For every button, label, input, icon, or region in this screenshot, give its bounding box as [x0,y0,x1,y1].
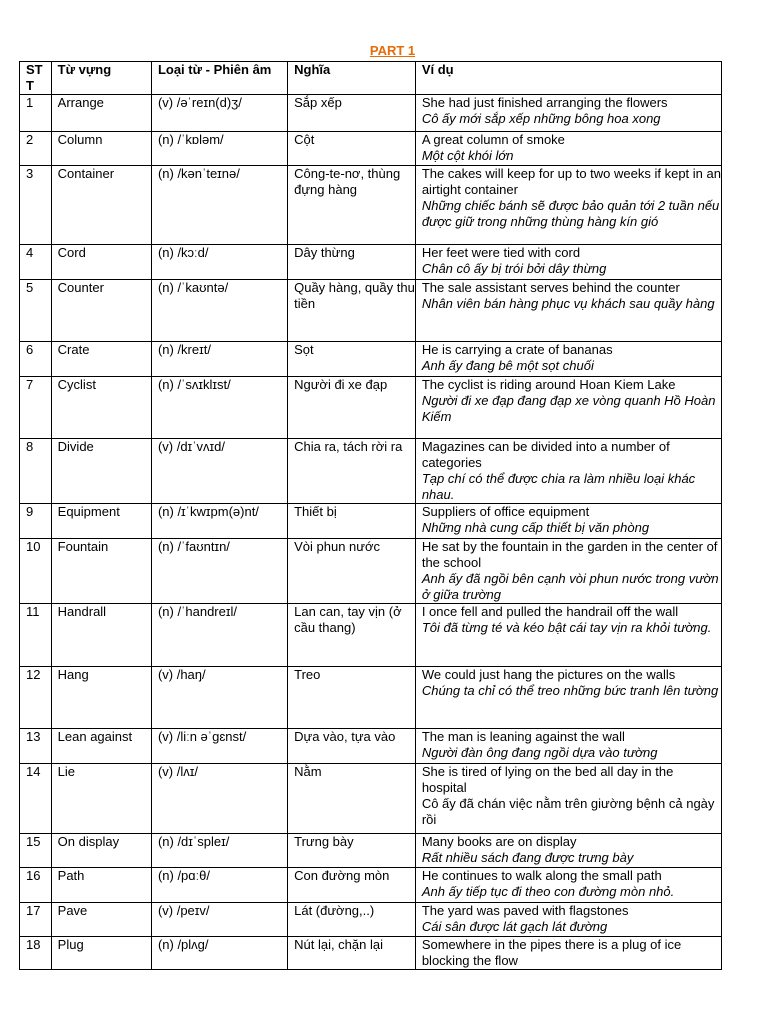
vocab-word: Counter [51,280,151,342]
vocab-word: Hang [51,667,151,729]
row-number: 2 [20,132,52,166]
word-meaning: Quầy hàng, quầy thu tiền [288,280,416,342]
table-row [20,166,722,245]
table-row [20,245,722,280]
table-row [20,280,722,342]
word-type-phonetic: (n) /ˈsʌɪklɪst/ [151,377,287,439]
table-row [20,667,722,729]
row-number: 1 [20,95,52,132]
word-type-phonetic: (n) /ˈhandreɪl/ [151,604,287,667]
word-type-phonetic: (n) /kreɪt/ [151,342,287,377]
example-english: The yard was paved with flagstones [421,903,629,918]
word-type-phonetic: (n) /ˈfaʊntɪn/ [151,539,287,604]
row-number: 15 [20,834,52,868]
word-type-phonetic: (v) /liːn əˈɡɛnst/ [151,729,287,764]
vocab-word: Equipment [51,504,151,539]
example-cell [415,132,721,166]
word-type-phonetic: (n) /pɑːθ/ [151,868,287,903]
word-type-phonetic: (n) /ɪˈkwɪpm(ə)nt/ [151,504,287,539]
word-meaning: Người đi xe đạp [288,377,416,439]
example-cell [415,342,721,377]
example-english: Somewhere in the pipes there is a plug of ice blocking the flow [421,937,682,968]
header-stt: ST T [20,62,52,95]
example-vietnamese: Tôi đã từng té và kéo bật cái tay vịn ra khỏi tường. [421,620,712,635]
word-type-phonetic: (v) /lʌɪ/ [151,764,287,834]
word-meaning: Lan can, tay vịn (ở cầu thang) [288,604,416,667]
word-meaning: Dựa vào, tựa vào [288,729,416,764]
word-type-phonetic: (n) /dɪˈspleɪ/ [151,834,287,868]
example-cell [415,280,721,342]
example-cell [415,903,721,937]
header-example: Ví dụ [415,62,721,95]
example-cell [415,245,721,280]
word-type-phonetic: (n) /kənˈteɪnə/ [151,166,287,245]
example-vietnamese: Anh ấy đã ngồi bên cạnh vòi phun nước trong vườn ở giữa trường [421,571,719,602]
example-vietnamese: Những nhà cung cấp thiết bị văn phòng [421,520,650,535]
example-english: The cyclist is riding around Hoan Kiem Lake [421,377,676,392]
word-meaning: Lát (đường,..) [288,903,416,937]
word-type-phonetic: (n) /plʌɡ/ [151,937,287,970]
row-number: 16 [20,868,52,903]
table-row [20,764,722,834]
word-meaning: Chia ra, tách rời ra [288,439,416,504]
vocab-word: Crate [51,342,151,377]
table-body [20,95,722,970]
vocab-word: Arrange [51,95,151,132]
header-word: Từ vựng [51,62,151,95]
word-meaning: Trưng bày [288,834,416,868]
row-number: 8 [20,439,52,504]
vocab-word: Handrall [51,604,151,667]
example-english: She is tired of lying on the bed all day in the hospital [421,764,674,795]
example-cell [415,377,721,439]
word-type-phonetic: (v) /haŋ/ [151,667,287,729]
word-meaning: Nút lại, chặn lại [288,937,416,970]
table-row [20,903,722,937]
row-number: 3 [20,166,52,245]
word-meaning: Dây thừng [288,245,416,280]
example-english: Magazines can be divided into a number of categories [421,439,670,470]
table-row [20,604,722,667]
example-vietnamese: Rất nhiều sách đang được trưng bày [421,850,634,865]
row-number: 13 [20,729,52,764]
example-cell [415,166,721,245]
word-meaning: Sọt [288,342,416,377]
example-english: He continues to walk along the small path [421,868,662,883]
vocab-word: Lean against [51,729,151,764]
example-vietnamese: Nhân viên bán hàng phục vụ khách sau quầy hàng [421,296,715,311]
vocab-word: Fountain [51,539,151,604]
example-vietnamese: Một cột khói lớn [421,148,514,163]
example-vietnamese: Người đàn ông đang ngồi dựa vào tường [421,745,658,760]
vocab-word: Path [51,868,151,903]
vocab-word: Lie [51,764,151,834]
table-row [20,342,722,377]
row-number: 18 [20,937,52,970]
row-number: 11 [20,604,52,667]
table-header-row [20,62,722,95]
row-number: 6 [20,342,52,377]
vocab-word: Plug [51,937,151,970]
example-cell [415,539,721,604]
row-number: 5 [20,280,52,342]
example-vietnamese: Chúng ta chỉ có thể treo những bức tranh lên tường [421,683,719,698]
example-english: The cakes will keep for up to two weeks if kept in an airtight container [421,166,721,197]
header-meaning: Nghĩa [288,62,416,95]
example-vietnamese: Chân cô ấy bị trói bởi dây thừng [421,261,607,276]
example-cell [415,504,721,539]
example-cell [415,95,721,132]
row-number: 14 [20,764,52,834]
word-meaning: Treo [288,667,416,729]
row-number: 17 [20,903,52,937]
example-cell [415,868,721,903]
example-vietnamese: Anh ấy đang bê một sọt chuối [421,358,594,373]
word-type-phonetic: (n) /kɔːd/ [151,245,287,280]
word-meaning: Cột [288,132,416,166]
row-number: 4 [20,245,52,280]
table-row [20,132,722,166]
example-english: Many books are on display [421,834,577,849]
word-type-phonetic: (v) /dɪˈvʌɪd/ [151,439,287,504]
example-english: We could just hang the pictures on the walls [421,667,676,682]
word-type-phonetic: (n) /ˈkaʊntə/ [151,280,287,342]
word-meaning: Công-te-nơ, thùng đựng hàng [288,166,416,245]
example-english: She had just finished arranging the flowers [421,95,668,110]
table-row [20,439,722,504]
word-meaning: Vòi phun nước [288,539,416,604]
example-vietnamese: Cô ấy mới sắp xếp những bông hoa xong [421,111,661,126]
vocab-word: Container [51,166,151,245]
table-row [20,868,722,903]
example-english: A great column of smoke [421,132,565,147]
vocab-word: On display [51,834,151,868]
word-meaning: Thiết bị [288,504,416,539]
example-cell [415,667,721,729]
example-cell [415,604,721,667]
row-number: 7 [20,377,52,439]
table-row [20,539,722,604]
example-english: I once fell and pulled the handrail off the wall [421,604,679,619]
example-vietnamese: Cô ấy đã chán việc nằm trên giường bệnh cả ngày rồi [421,796,715,827]
vocab-word: Pave [51,903,151,937]
example-english: Suppliers of office equipment [421,504,590,519]
row-number: 12 [20,667,52,729]
example-vietnamese: Anh ấy tiếp tục đi theo con đường mòn nhỏ. [421,884,675,899]
example-english: The sale assistant serves behind the counter [421,280,680,295]
example-cell [415,729,721,764]
example-english: The man is leaning against the wall [421,729,625,744]
example-vietnamese: Cái sân được lát gạch lát đường [421,919,608,934]
table-row [20,95,722,132]
example-cell [415,834,721,868]
example-english: He sat by the fountain in the garden in the center of the school [421,539,718,570]
table-row [20,729,722,764]
example-cell [415,937,721,970]
vocab-word: Column [51,132,151,166]
table-row [20,504,722,539]
header-type: Loại từ - Phiên âm [151,62,287,95]
vocab-word: Cyclist [51,377,151,439]
table-row [20,937,722,970]
vocab-word: Divide [51,439,151,504]
example-vietnamese: Người đi xe đạp đang đạp xe vòng quanh Hồ Hoàn Kiếm [421,393,716,424]
example-english: He is carrying a crate of bananas [421,342,613,357]
word-meaning: Con đường mòn [288,868,416,903]
example-english: Her feet were tied with cord [421,245,581,260]
word-meaning: Sắp xếp [288,95,416,132]
row-number: 9 [20,504,52,539]
word-type-phonetic: (v) /əˈreɪn(d)ʒ/ [151,95,287,132]
example-cell [415,439,721,504]
example-cell [415,764,721,834]
table-row [20,834,722,868]
example-vietnamese: Tạp chí có thể được chia ra làm nhiều loại khác nhau. [421,471,696,502]
page-title: PART 1 [369,43,416,58]
example-vietnamese: Những chiếc bánh sẽ được bảo quản tới 2 tuần nếu được giữ trong những thùng hàng kín gió [421,198,720,229]
word-meaning: Nằm [288,764,416,834]
word-type-phonetic: (v) /peɪv/ [151,903,287,937]
row-number: 10 [20,539,52,604]
word-type-phonetic: (n) /ˈkɒləm/ [151,132,287,166]
table-row [20,377,722,439]
vocabulary-table [19,61,722,970]
vocab-word: Cord [51,245,151,280]
